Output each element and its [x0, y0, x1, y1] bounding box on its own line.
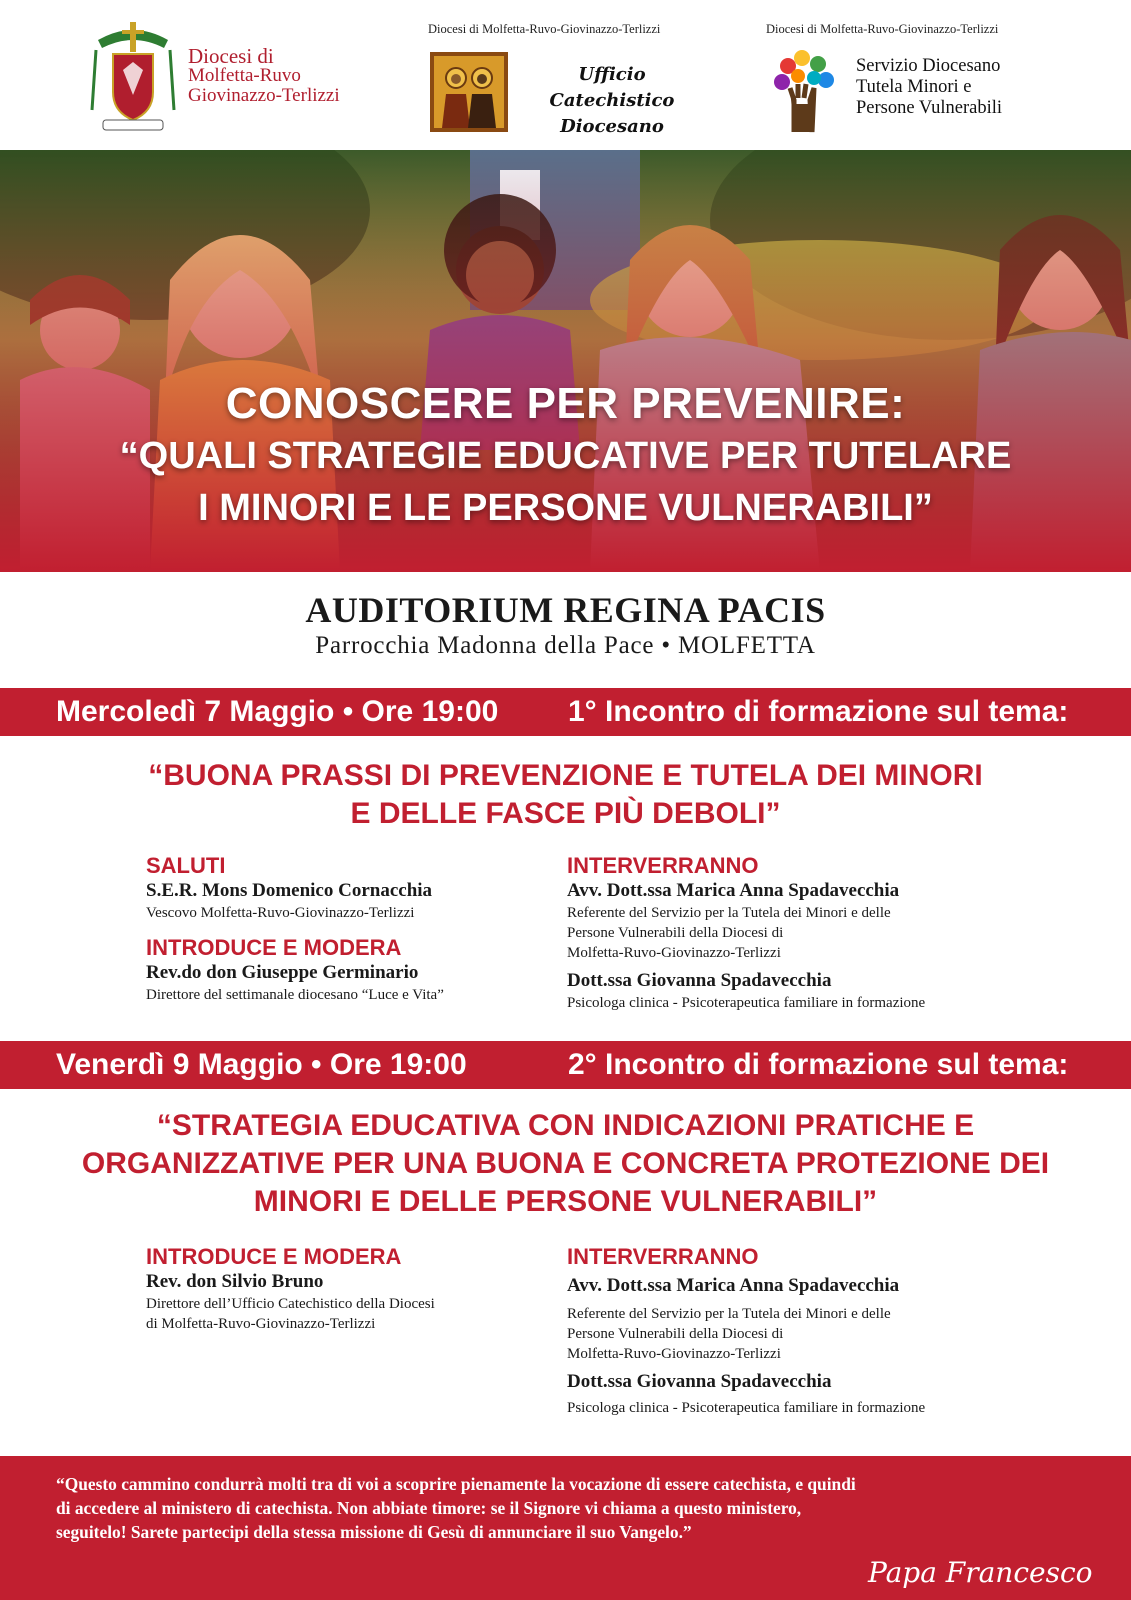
event1-speaker2-desc: Psicologa clinica - Psicoterapeutica familiare in formazione — [567, 995, 926, 1011]
hero-banner — [0, 150, 1131, 572]
event2-left-column — [146, 1244, 546, 1334]
event1-left-column — [146, 853, 546, 1005]
logo2-script-title — [522, 62, 702, 140]
footer-quote-band — [0, 1456, 1131, 1600]
event2-speaker2-name: Dott.ssa Giovanna Spadavecchia — [567, 1371, 832, 1392]
event2-moderator-desc2: di Molfetta-Ruvo-Giovinazzo-Terlizzi — [146, 1316, 376, 1332]
event1-speaker1-desc1: Referente del Servizio per la Tutela dei Minori e delle — [567, 905, 891, 921]
logo3-diocese-caption: Diocesi di Molfetta-Ruvo-Giovinazzo-Terlizzi — [766, 22, 999, 36]
event2-role-moderator: INTRODUCE E MODERA — [146, 1244, 402, 1269]
hero-title-line1: CONOSCERE PER PREVENIRE: — [225, 379, 906, 428]
hero-title-line2: “QUALI STRATEGIE EDUCATIVE PER TUTELARE — [119, 435, 1012, 477]
event1-role-speakers: INTERVERRANNO — [567, 853, 759, 878]
event2-speaker1-desc3: Molfetta-Ruvo-Giovinazzo-Terlizzi — [567, 1346, 781, 1362]
child-protection-service-logo — [766, 22, 1106, 140]
event2-theme-line1: “STRATEGIA EDUCATIVA CON INDICAZIONI PRATICHE E — [156, 1109, 975, 1142]
event1-theme-line2: E DELLE FASCE PIÙ DEBOLI” — [350, 797, 781, 830]
venue-name: AUDITORIUM REGINA PACIS — [305, 590, 826, 630]
event1-date: Mercoledì 7 Maggio • Ore 19:00 — [56, 695, 499, 728]
diocese-name-line2: Molfetta-Ruvo — [188, 65, 301, 86]
logo3-line2: Tutela Minori e — [856, 77, 972, 97]
venue-block — [0, 590, 1131, 662]
event2-theme — [0, 1107, 1131, 1221]
event1-theme-line1: “BUONA PRASSI DI PREVENZIONE E TUTELA DEI MINORI — [148, 759, 983, 792]
event2-speaker1-desc2: Persone Vulnerabili della Diocesi di — [567, 1326, 784, 1342]
hero-title — [0, 378, 1131, 534]
logo2-diocese-caption: Diocesi di Molfetta-Ruvo-Giovinazzo-Terlizzi — [428, 22, 661, 36]
icon-painting-icon — [430, 52, 508, 132]
hand-tree-icon — [768, 48, 838, 134]
diocese-logo — [88, 20, 378, 135]
event2-moderator-desc1: Direttore dell’Ufficio Catechistico della Diocesi — [146, 1296, 435, 1312]
event2-right-column — [567, 1244, 1037, 1418]
event1-speaker1-desc3: Molfetta-Ruvo-Giovinazzo-Terlizzi — [567, 945, 781, 961]
event1-theme — [0, 757, 1131, 833]
event1-speaker2-name: Dott.ssa Giovanna Spadavecchia — [567, 970, 832, 991]
event1-label: 1° Incontro di formazione sul tema: — [568, 695, 1069, 728]
event2-moderator-name: Rev. don Silvio Bruno — [146, 1271, 324, 1292]
event2-label: 2° Incontro di formazione sul tema: — [568, 1048, 1069, 1081]
pope-quote — [56, 1472, 1086, 1544]
event1-moderator-name: Rev.do don Giuseppe Germinario — [146, 962, 419, 983]
event1-speaker1-name: Avv. Dott.ssa Marica Anna Spadavecchia — [567, 880, 900, 901]
logo3-line3: Persone Vulnerabili — [856, 98, 1003, 118]
event2-speaker2-desc: Psicologa clinica - Psicoterapeutica familiare in formazione — [567, 1400, 926, 1416]
event1-speaker1-desc2: Persone Vulnerabili della Diocesi di — [567, 925, 784, 941]
event2-speaker1-desc1: Referente del Servizio per la Tutela dei Minori e delle — [567, 1306, 891, 1322]
pope-quote-line1: “Questo cammino condurrà molti tra di voi a scoprire pienamente la vocazione di essere catechista, e quindi — [56, 1474, 856, 1494]
header — [0, 0, 1131, 150]
logo3-line1: Servizio Diocesano — [856, 56, 1001, 76]
event2-theme-line2: ORGANIZZATIVE PER UNA BUONA E CONCRETA PROTEZIONE DEI — [81, 1147, 1050, 1180]
event2-role-speakers: INTERVERRANNO — [567, 1244, 759, 1269]
pope-signature: Papa Francesco — [868, 1556, 1093, 1589]
coat-of-arms-icon — [88, 20, 178, 135]
diocese-name-line1: Diocesi di — [188, 44, 274, 68]
logo2-line2: Diocesano — [560, 116, 664, 137]
catechetical-office-logo — [428, 22, 718, 140]
event1-speaker-bishop-desc: Vescovo Molfetta-Ruvo-Giovinazzo-Terlizzi — [146, 905, 415, 921]
pope-quote-line2: di accedere al ministero di catechista. Non abbiate timore: se il Signore vi chiama a questo ministero, — [56, 1498, 802, 1518]
event2-band — [0, 1041, 1131, 1089]
venue-address: Parrocchia Madonna della Pace • MOLFETTA — [315, 632, 816, 659]
event1-band — [0, 688, 1131, 736]
hero-title-line3: I MINORI E LE PERSONE VULNERABILI” — [198, 487, 933, 529]
event2-speaker1-name: Avv. Dott.ssa Marica Anna Spadavecchia — [567, 1275, 900, 1296]
event1-right-column — [567, 853, 1037, 1013]
pope-quote-line3: seguitelo! Sarete partecipi della stessa missione di Gesù di annunciare il suo Vangelo.” — [56, 1522, 692, 1542]
event1-role-greetings: SALUTI — [146, 853, 226, 878]
diocese-name-line3: Giovinazzo-Terlizzi — [188, 85, 340, 106]
event1-moderator-desc: Direttore del settimanale diocesano “Luce e Vita” — [146, 987, 444, 1003]
event1-role-moderator: INTRODUCE E MODERA — [146, 935, 402, 960]
event1-speaker-bishop: S.E.R. Mons Domenico Cornacchia — [146, 880, 433, 901]
event2-date: Venerdì 9 Maggio • Ore 19:00 — [56, 1048, 467, 1081]
logo2-line1: Ufficio Catechistico — [549, 64, 675, 111]
event2-theme-line3: MINORI E DELLE PERSONE VULNERABILI” — [253, 1185, 878, 1218]
